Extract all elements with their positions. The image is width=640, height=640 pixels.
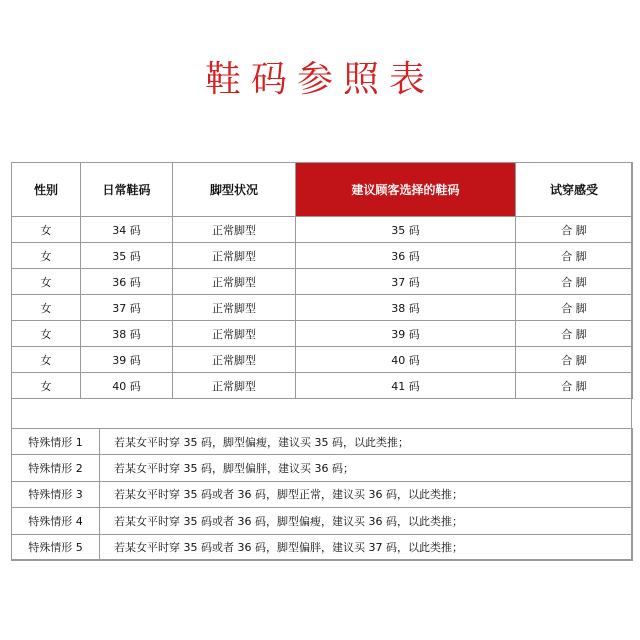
cell-recommended-size: 36 码: [296, 243, 516, 269]
cell-gender: 女: [12, 373, 81, 399]
note-row: [12, 455, 633, 481]
note-label: 特殊情形 3: [12, 481, 100, 507]
page-title: 鞋码参照表: [204, 59, 435, 100]
cell-recommended-size: 40 码: [296, 347, 516, 373]
cell-daily-size: 35 码: [81, 243, 173, 269]
note-label: 特殊情形 5: [12, 534, 100, 560]
cell-fit-feel: 合 脚: [516, 269, 633, 295]
cell-foot-type: 正常脚型: [173, 295, 296, 321]
header-daily-size: 日常鞋码: [81, 163, 173, 217]
cell-foot-type: 正常脚型: [173, 347, 296, 373]
cell-foot-type: 正常脚型: [173, 373, 296, 399]
cell-recommended-size: 41 码: [296, 373, 516, 399]
cell-recommended-size: 38 码: [296, 295, 516, 321]
cell-gender: 女: [12, 243, 81, 269]
table-row: [12, 217, 633, 243]
header-gender: 性别: [12, 163, 81, 217]
cell-daily-size: 37 码: [81, 295, 173, 321]
cell-foot-type: 正常脚型: [173, 321, 296, 347]
cell-daily-size: 34 码: [81, 217, 173, 243]
table-row: [12, 243, 633, 269]
note-text: 若某女平时穿 35 码或者 36 码，脚型偏瘦，建议买 36 码，以此类推；: [100, 508, 633, 534]
cell-daily-size: 36 码: [81, 269, 173, 295]
note-label: 特殊情形 1: [12, 429, 100, 455]
cell-daily-size: 40 码: [81, 373, 173, 399]
cell-foot-type: 正常脚型: [173, 269, 296, 295]
cell-gender: 女: [12, 321, 81, 347]
header-fit-feel: 试穿感受: [516, 163, 633, 217]
cell-fit-feel: 合 脚: [516, 295, 633, 321]
cell-fit-feel: 合 脚: [516, 373, 633, 399]
note-text: 若某女平时穿 35 码或者 36 码，脚型偏胖，建议买 37 码，以此类推；: [100, 534, 633, 560]
cell-gender: 女: [12, 347, 81, 373]
note-text: 若某女平时穿 35 码，脚型偏胖，建议买 36 码；: [100, 455, 633, 481]
header-foot-type: 脚型状况: [173, 163, 296, 217]
cell-recommended-size: 37 码: [296, 269, 516, 295]
table-row: [12, 347, 633, 373]
special-cases-table: [11, 428, 633, 561]
table-row: [12, 295, 633, 321]
cell-recommended-size: 35 码: [296, 217, 516, 243]
cell-gender: 女: [12, 295, 81, 321]
cell-foot-type: 正常脚型: [173, 217, 296, 243]
cell-foot-type: 正常脚型: [173, 243, 296, 269]
cell-daily-size: 38 码: [81, 321, 173, 347]
note-label: 特殊情形 4: [12, 508, 100, 534]
cell-daily-size: 39 码: [81, 347, 173, 373]
note-text: 若某女平时穿 35 码或者 36 码，脚型正常，建议买 36 码，以此类推；: [100, 481, 633, 507]
note-row: [12, 534, 633, 560]
header-recommended-size: 建议顾客选择的鞋码: [296, 163, 516, 217]
table-row: [12, 269, 633, 295]
cell-fit-feel: 合 脚: [516, 347, 633, 373]
cell-fit-feel: 合 脚: [516, 321, 633, 347]
cell-fit-feel: 合 脚: [516, 217, 633, 243]
table-row: [12, 373, 633, 399]
note-row: [12, 481, 633, 507]
cell-recommended-size: 39 码: [296, 321, 516, 347]
table-row: [12, 321, 633, 347]
note-text: 若某女平时穿 35 码，脚型偏瘦，建议买 35 码，以此类推；: [100, 429, 633, 455]
note-label: 特殊情形 2: [12, 455, 100, 481]
cell-gender: 女: [12, 217, 81, 243]
header-row: [12, 163, 633, 217]
cell-gender: 女: [12, 269, 81, 295]
size-table: [11, 162, 633, 399]
cell-fit-feel: 合 脚: [516, 243, 633, 269]
note-row: [12, 508, 633, 534]
note-row: [12, 429, 633, 455]
